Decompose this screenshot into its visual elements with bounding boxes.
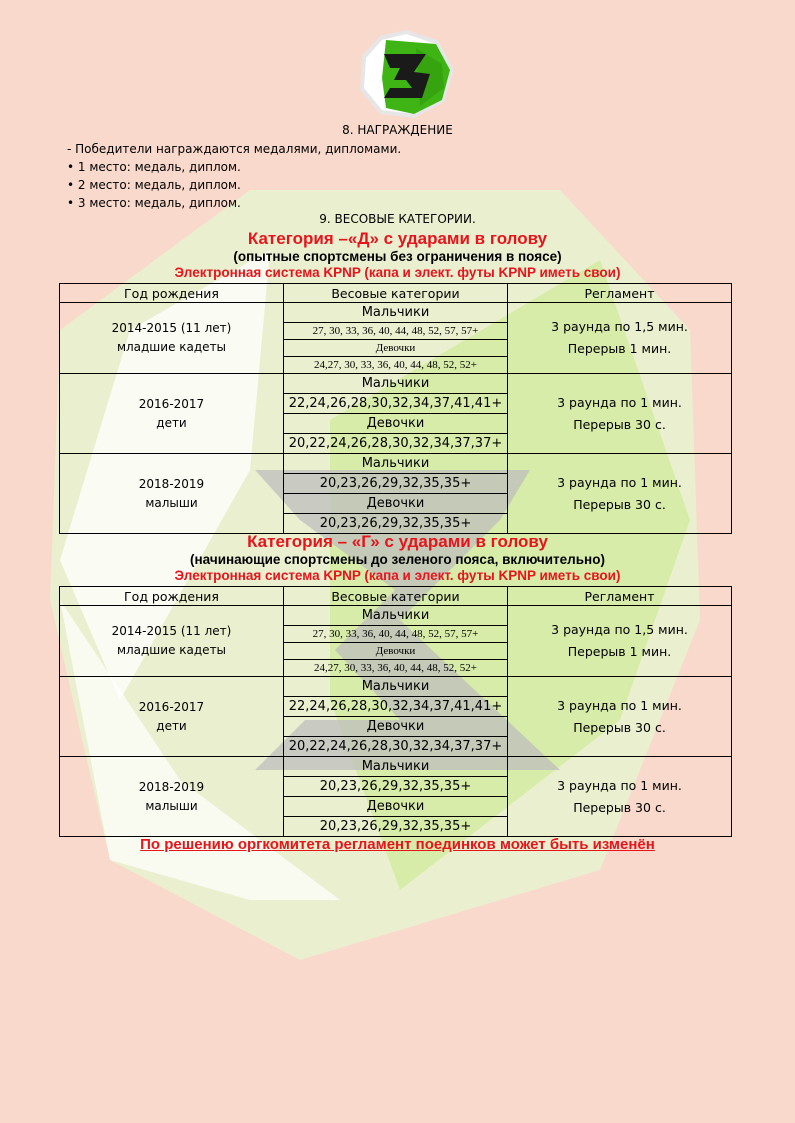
- girls-label: Девочки: [284, 414, 508, 434]
- break-text: Перерыв 30 с.: [573, 496, 666, 512]
- category-d-subtitle: (опытные спортсмены без ограничения в поясе): [233, 249, 562, 264]
- boys-label: Мальчики: [284, 677, 508, 697]
- category-d-system: Электронная система KPNP (капа и элект. футы KPNP иметь свои): [174, 265, 621, 280]
- regulation-cell: [508, 303, 732, 374]
- rounds-text: 3 раунда по 1,5 мин.: [551, 319, 688, 334]
- award-line-second: • 2 место: медаль, диплом.: [67, 178, 241, 192]
- age-cell: [60, 677, 284, 757]
- boys-weights: 22,24,26,28,30,32,34,37,41,41+: [284, 394, 508, 414]
- age-years: 2016-2017: [138, 396, 205, 411]
- age-years: 2018-2019: [138, 476, 205, 491]
- awards-heading: 8. НАГРАЖДЕНИЕ: [342, 123, 453, 137]
- girls-label: Девочки: [284, 643, 508, 660]
- age-years: 2014-2015 (11 лет): [111, 321, 232, 335]
- table-header-row: [60, 587, 732, 606]
- category-g-table: [59, 586, 732, 837]
- break-text: Перерыв 1 мин.: [567, 644, 672, 659]
- category-d-title: Категория –«Д» с ударами в голову: [247, 229, 548, 248]
- boys-label: Мальчики: [284, 606, 508, 626]
- table-row: [60, 757, 732, 777]
- age-label: дети: [156, 718, 187, 733]
- boys-weights: 27, 30, 33, 36, 40, 44, 48, 52, 57, 57+: [284, 323, 508, 340]
- girls-weights: 20,23,26,29,32,35,35+: [284, 514, 508, 534]
- logo-icon: [356, 28, 456, 120]
- boys-weights: 20,23,26,29,32,35,35+: [284, 777, 508, 797]
- age-years: 2014-2015 (11 лет): [111, 624, 232, 638]
- award-line-first: • 1 место: медаль, диплом.: [67, 160, 241, 174]
- table-row: [60, 606, 732, 626]
- regulation-cell: [508, 677, 732, 757]
- table-row: [60, 677, 732, 697]
- girls-weights: 20,23,26,29,32,35,35+: [284, 817, 508, 837]
- age-cell: [60, 454, 284, 534]
- boys-label: Мальчики: [284, 454, 508, 474]
- boys-label: Мальчики: [284, 757, 508, 777]
- rounds-text: 3 раунда по 1 мин.: [557, 697, 682, 713]
- footer-note: По решению оргкомитета регламент поединков может быть изменён: [140, 836, 655, 853]
- category-g-system: Электронная система KPNP (капа и элект. футы KPNP иметь свои): [174, 568, 621, 583]
- age-cell: [60, 606, 284, 677]
- age-cell: [60, 374, 284, 454]
- regulation-cell: [508, 374, 732, 454]
- regulation-cell: [508, 606, 732, 677]
- rounds-text: 3 раунда по 1 мин.: [557, 474, 682, 490]
- award-line-intro: - Победители награждаются медалями, дипломами.: [67, 142, 402, 156]
- girls-label: Девочки: [284, 340, 508, 357]
- header-regulation: Регламент: [508, 284, 732, 303]
- award-line-third: • 3 место: медаль, диплом.: [67, 196, 241, 210]
- girls-label: Девочки: [284, 717, 508, 737]
- boys-label: Мальчики: [284, 374, 508, 394]
- break-text: Перерыв 30 с.: [573, 799, 666, 815]
- header-weights: Весовые категории: [284, 587, 508, 606]
- header-weights: Весовые категории: [284, 284, 508, 303]
- age-label: малыши: [145, 798, 198, 813]
- girls-label: Девочки: [284, 797, 508, 817]
- age-label: младшие кадеты: [116, 340, 227, 354]
- table-row: [60, 303, 732, 323]
- age-cell: [60, 757, 284, 837]
- girls-label: Девочки: [284, 494, 508, 514]
- category-g-subtitle: (начинающие спортсмены до зеленого пояса, включительно): [190, 552, 605, 567]
- girls-weights: 24,27, 30, 33, 36, 40, 44, 48, 52, 52+: [284, 357, 508, 374]
- age-label: дети: [156, 415, 187, 430]
- break-text: Перерыв 30 с.: [573, 416, 666, 432]
- rounds-text: 3 раунда по 1 мин.: [557, 394, 682, 410]
- boys-weights: 20,23,26,29,32,35,35+: [284, 474, 508, 494]
- age-label: младшие кадеты: [116, 643, 227, 657]
- category-d-table: [59, 283, 732, 534]
- boys-weights: 27, 30, 33, 36, 40, 44, 48, 52, 57, 57+: [284, 626, 508, 643]
- header-regulation: Регламент: [508, 587, 732, 606]
- break-text: Перерыв 1 мин.: [567, 341, 672, 356]
- age-years: 2016-2017: [138, 699, 205, 714]
- girls-weights: 24,27, 30, 33, 36, 40, 44, 48, 52, 52+: [284, 660, 508, 677]
- table-row: [60, 374, 732, 394]
- regulation-cell: [508, 757, 732, 837]
- weights-heading: 9. ВЕСОВЫЕ КАТЕГОРИИ.: [319, 212, 476, 226]
- girls-weights: 20,22,24,26,28,30,32,34,37,37+: [284, 737, 508, 757]
- girls-weights: 20,22,24,26,28,30,32,34,37,37+: [284, 434, 508, 454]
- header-birth-year: Год рождения: [60, 284, 284, 303]
- regulation-cell: [508, 454, 732, 534]
- rounds-text: 3 раунда по 1,5 мин.: [551, 622, 688, 637]
- header-birth-year: Год рождения: [60, 587, 284, 606]
- boys-weights: 22,24,26,28,30,32,34,37,41,41+: [284, 697, 508, 717]
- rounds-text: 3 раунда по 1 мин.: [557, 777, 682, 793]
- break-text: Перерыв 30 с.: [573, 719, 666, 735]
- age-label: малыши: [145, 495, 198, 510]
- table-row: [60, 454, 732, 474]
- category-g-title: Категория – «Г» с ударами в голову: [247, 532, 548, 551]
- age-years: 2018-2019: [138, 779, 205, 794]
- table-header-row: [60, 284, 732, 303]
- age-cell: [60, 303, 284, 374]
- boys-label: Мальчики: [284, 303, 508, 323]
